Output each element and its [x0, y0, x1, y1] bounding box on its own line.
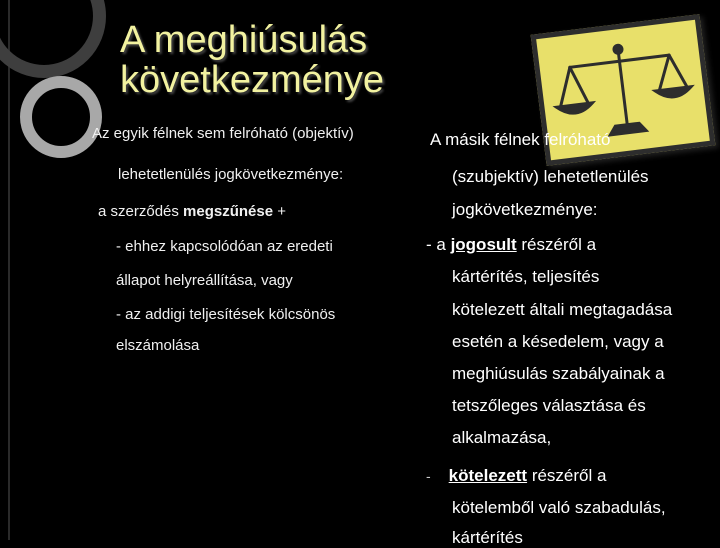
right-line-4-pre: - a — [426, 235, 451, 254]
right-line-9: tetszőleges választása és — [452, 396, 646, 415]
left-line-7: elszámolása — [116, 337, 200, 354]
right-line-1: A másik félnek felróható — [430, 130, 611, 149]
left-line-3-pre: a szerződés — [98, 203, 184, 220]
left-line-1: Az egyik félnek sem felróható (objektív) — [92, 125, 354, 142]
left-line-2: lehetetlenülés jogkövetkezménye: — [118, 166, 344, 183]
decorative-ring-light — [20, 76, 102, 158]
left-line-6: - az addigi teljesítések kölcsönös — [116, 306, 336, 323]
decorative-ring-dark — [0, 0, 106, 78]
decorative-bar — [8, 0, 10, 540]
right-line-11-dash: - — [426, 468, 431, 484]
right-line-13: kártérítés — [452, 528, 523, 547]
left-line-4: - ehhez kapcsolódóan az eredeti — [116, 238, 333, 255]
right-line-4-post: részéről a — [516, 235, 597, 254]
right-line-4 — [426, 235, 596, 255]
right-line-7: esetén a késedelem, vagy a — [452, 332, 664, 351]
right-line-8: meghiúsulás szabályainak a — [452, 364, 665, 383]
right-line-10: alkalmazása, — [452, 428, 552, 447]
left-line-3-bold: megszűnése — [183, 203, 274, 220]
left-line-3 — [98, 203, 286, 220]
right-line-6: kötelezett általi megtagadása — [452, 300, 673, 319]
title-line-2: következménye — [120, 59, 385, 101]
slide-title — [120, 20, 450, 100]
right-line-11-underlined: kötelezett — [448, 466, 528, 485]
right-line-5: kártérítés, teljesítés — [452, 267, 600, 286]
right-line-4-underlined: jogosult — [450, 235, 517, 254]
left-line-3-post: + — [273, 203, 287, 220]
right-line-12: kötelemből való szabadulás, — [452, 498, 666, 517]
left-line-5: állapot helyreállítása, vagy — [116, 272, 293, 289]
right-line-2: (szubjektív) lehetetlenülés — [452, 167, 649, 186]
right-line-11-post: részéről a — [527, 466, 607, 485]
right-line-3: jogkövetkezménye: — [452, 200, 598, 219]
right-line-11 — [426, 466, 606, 486]
title-line-1: A meghiúsulás — [120, 19, 368, 61]
